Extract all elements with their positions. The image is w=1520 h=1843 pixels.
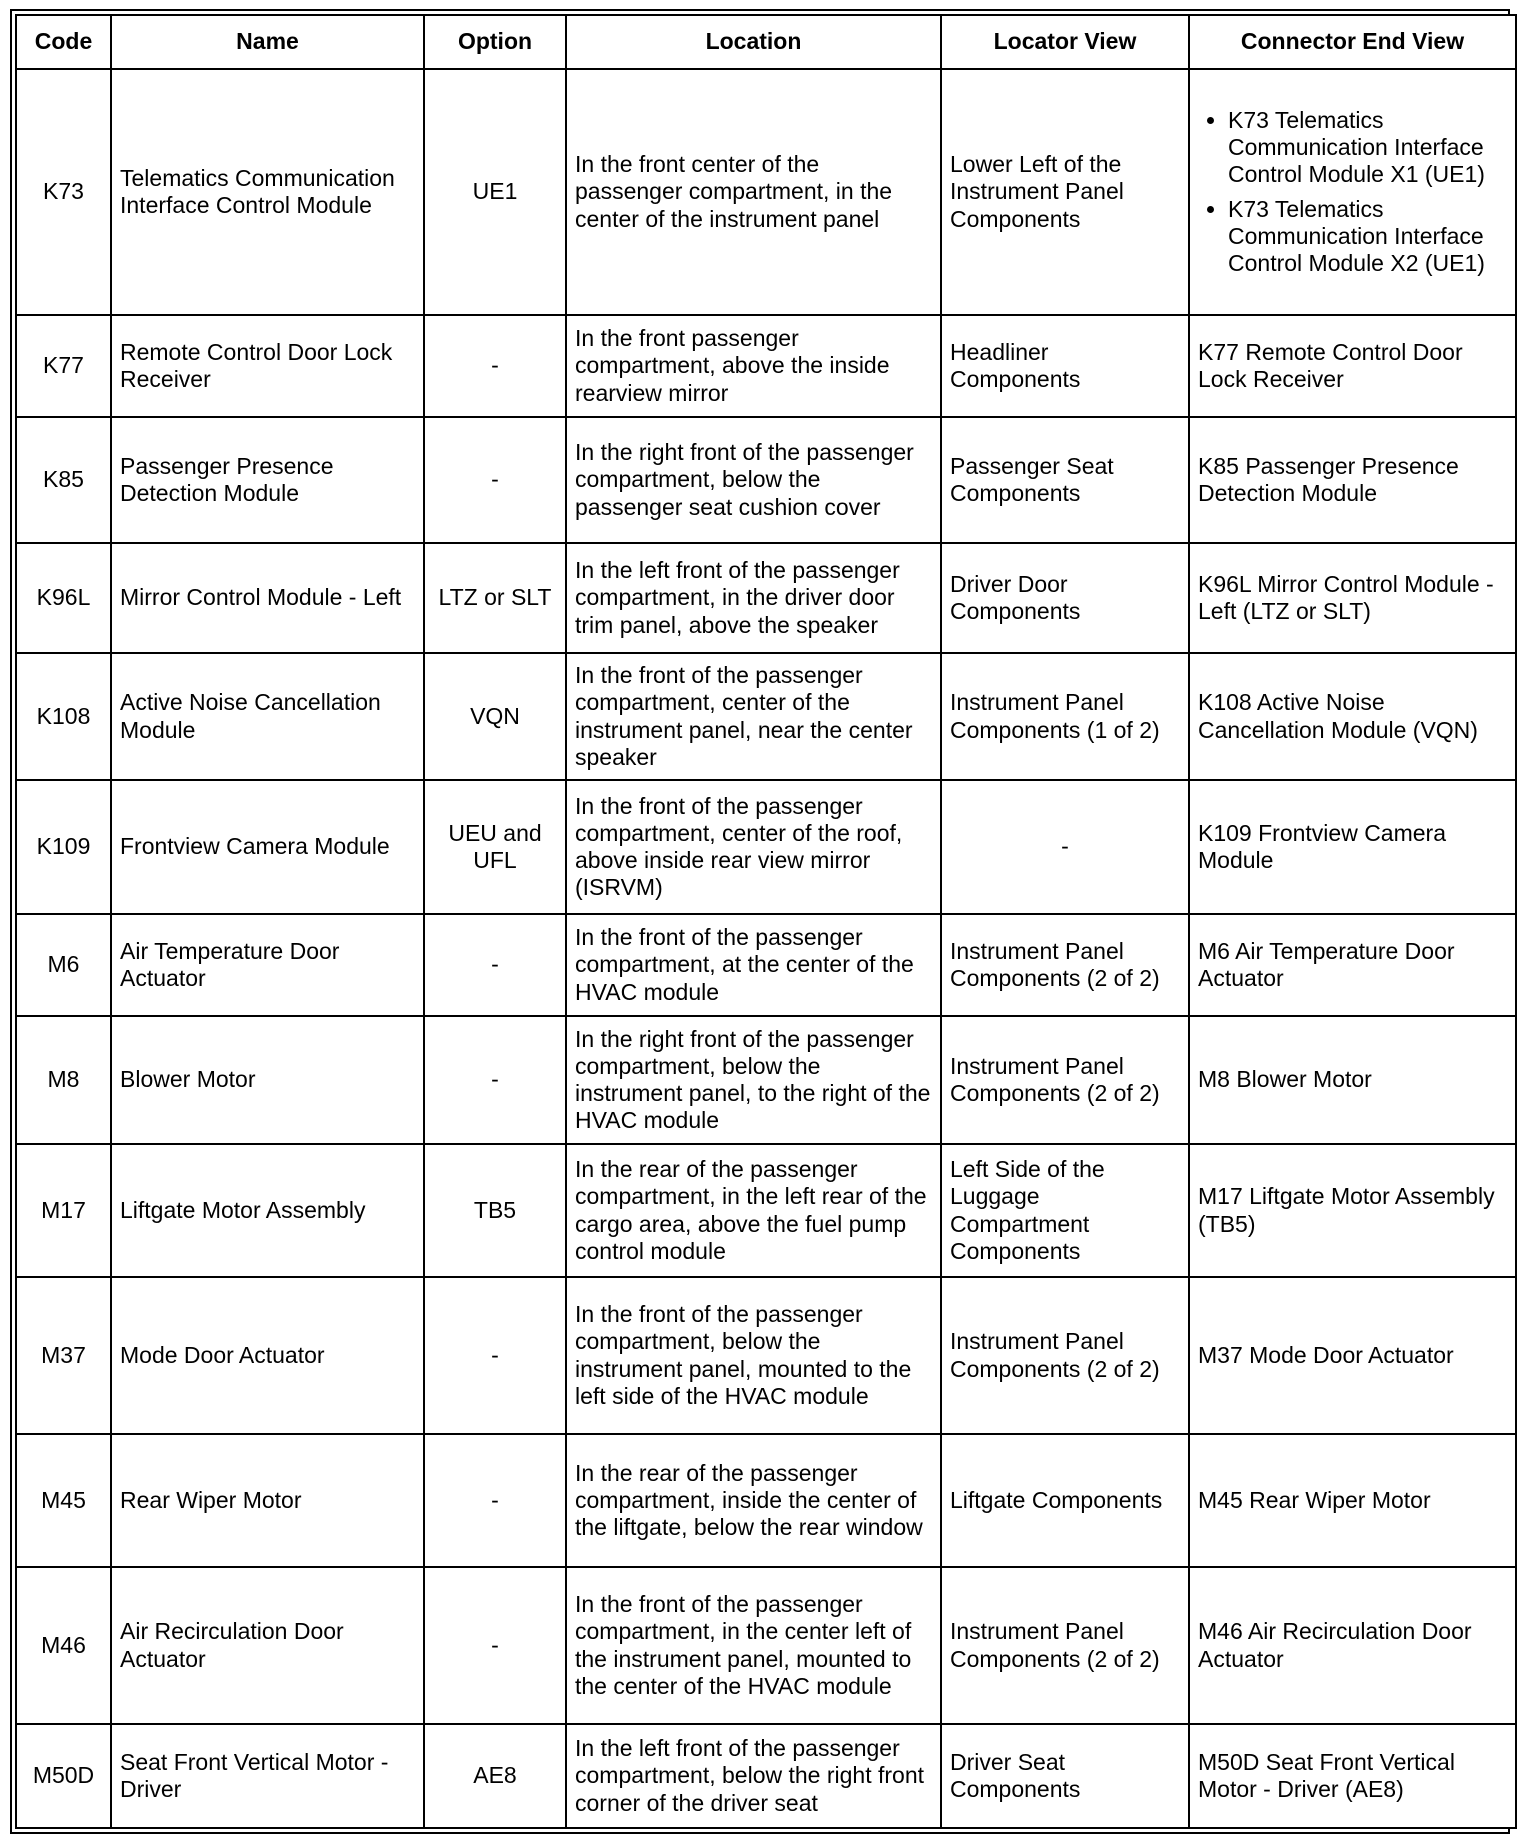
table-row [16, 1144, 1516, 1277]
connector-end-view-cell: M17 Liftgate Motor Assembly (TB5) [1189, 1144, 1516, 1277]
locator-view-cell: Instrument Panel Components (2 of 2) [941, 1567, 1189, 1724]
connector-end-view-cell: M8 Blower Motor [1189, 1016, 1516, 1144]
code-cell: K85 [16, 417, 111, 543]
code-cell: M37 [16, 1277, 111, 1434]
table-row [16, 780, 1516, 914]
locator-view-cell: Left Side of the Luggage Compartment Components [941, 1144, 1189, 1277]
option-cell: - [424, 1434, 566, 1567]
locator-view-cell: Liftgate Components [941, 1434, 1189, 1567]
locator-view-cell: Driver Seat Components [941, 1724, 1189, 1828]
code-cell: M50D [16, 1724, 111, 1828]
column-header: Location [566, 15, 941, 69]
connector-list-item: • K73 Telematics Communication Interface Control Module X1 (UE1) [1228, 107, 1507, 188]
column-header: Code [16, 15, 111, 69]
connector-end-view-cell: K109 Frontview Camera Module [1189, 780, 1516, 914]
name-cell: Mirror Control Module - Left [111, 543, 424, 653]
code-cell: K108 [16, 653, 111, 780]
location-cell: In the right front of the passenger compartment, below the instrument panel, to the right of the HVAC module [566, 1016, 941, 1144]
option-cell: - [424, 1277, 566, 1434]
connector-end-view-cell [1189, 69, 1516, 315]
connector-end-view-cell: K85 Passenger Presence Detection Module [1189, 417, 1516, 543]
table-row [16, 315, 1516, 417]
table-frame [10, 9, 1510, 1834]
code-cell: K77 [16, 315, 111, 417]
location-cell: In the front center of the passenger compartment, in the center of the instrument panel [566, 69, 941, 315]
locator-view-cell: Instrument Panel Components (2 of 2) [941, 1277, 1189, 1434]
column-header: Name [111, 15, 424, 69]
connector-end-view-cell: M46 Air Recirculation Door Actuator [1189, 1567, 1516, 1724]
column-header: Option [424, 15, 566, 69]
option-cell: - [424, 417, 566, 543]
option-cell: TB5 [424, 1144, 566, 1277]
table-row [16, 1277, 1516, 1434]
location-cell: In the front of the passenger compartment, in the center left of the instrument panel, mounted to the center of the HVAC module [566, 1567, 941, 1724]
option-cell: - [424, 315, 566, 417]
code-cell: M46 [16, 1567, 111, 1724]
option-cell: UEU and UFL [424, 780, 566, 914]
location-cell: In the front of the passenger compartment, at the center of the HVAC module [566, 914, 941, 1016]
locator-view-cell: Passenger Seat Components [941, 417, 1189, 543]
table-row [16, 914, 1516, 1016]
name-cell: Mode Door Actuator [111, 1277, 424, 1434]
locator-view-cell: - [941, 780, 1189, 914]
name-cell: Active Noise Cancellation Module [111, 653, 424, 780]
connector-end-view-cell: M37 Mode Door Actuator [1189, 1277, 1516, 1434]
location-cell: In the rear of the passenger compartment, inside the center of the liftgate, below the rear window [566, 1434, 941, 1567]
name-cell: Remote Control Door Lock Receiver [111, 315, 424, 417]
header-row [16, 15, 1516, 69]
locator-view-cell: Instrument Panel Components (2 of 2) [941, 914, 1189, 1016]
name-cell: Passenger Presence Detection Module [111, 417, 424, 543]
name-cell: Telematics Communication Interface Control Module [111, 69, 424, 315]
locator-view-cell: Driver Door Components [941, 543, 1189, 653]
location-cell: In the front of the passenger compartment, below the instrument panel, mounted to the left side of the HVAC module [566, 1277, 941, 1434]
locator-view-cell: Instrument Panel Components (2 of 2) [941, 1016, 1189, 1144]
table-body [16, 69, 1516, 1828]
location-cell: In the front passenger compartment, above the inside rearview mirror [566, 315, 941, 417]
table-row [16, 1434, 1516, 1567]
code-cell: M6 [16, 914, 111, 1016]
location-cell: In the rear of the passenger compartment, in the left rear of the cargo area, above the fuel pump control module [566, 1144, 941, 1277]
component-locator-table [15, 14, 1517, 1829]
locator-view-cell: Instrument Panel Components (1 of 2) [941, 653, 1189, 780]
connector-end-view-cell: K96L Mirror Control Module - Left (LTZ or SLT) [1189, 543, 1516, 653]
code-cell: M8 [16, 1016, 111, 1144]
column-header: Locator View [941, 15, 1189, 69]
table-header [16, 15, 1516, 69]
location-cell: In the front of the passenger compartment, center of the roof, above inside rear view mirror (ISRVM) [566, 780, 941, 914]
code-cell: K73 [16, 69, 111, 315]
connector-end-view-cell: M45 Rear Wiper Motor [1189, 1434, 1516, 1567]
connector-list [1198, 107, 1507, 278]
table-row [16, 69, 1516, 315]
option-cell: VQN [424, 653, 566, 780]
location-cell: In the right front of the passenger compartment, below the passenger seat cushion cover [566, 417, 941, 543]
locator-view-cell: Lower Left of the Instrument Panel Components [941, 69, 1189, 315]
table-row [16, 1567, 1516, 1724]
name-cell: Air Temperature Door Actuator [111, 914, 424, 1016]
connector-list-item: • K73 Telematics Communication Interface Control Module X2 (UE1) [1228, 196, 1507, 277]
name-cell: Seat Front Vertical Motor - Driver [111, 1724, 424, 1828]
name-cell: Rear Wiper Motor [111, 1434, 424, 1567]
table-row [16, 1724, 1516, 1828]
connector-end-view-cell: M6 Air Temperature Door Actuator [1189, 914, 1516, 1016]
connector-end-view-cell: M50D Seat Front Vertical Motor - Driver (AE8) [1189, 1724, 1516, 1828]
location-cell: In the left front of the passenger compartment, below the right front corner of the driver seat [566, 1724, 941, 1828]
name-cell: Frontview Camera Module [111, 780, 424, 914]
code-cell: K96L [16, 543, 111, 653]
connector-end-view-cell: K108 Active Noise Cancellation Module (VQN) [1189, 653, 1516, 780]
option-cell: - [424, 914, 566, 1016]
table-row [16, 417, 1516, 543]
option-cell: LTZ or SLT [424, 543, 566, 653]
option-cell: AE8 [424, 1724, 566, 1828]
name-cell: Air Recirculation Door Actuator [111, 1567, 424, 1724]
location-cell: In the left front of the passenger compartment, in the driver door trim panel, above the speaker [566, 543, 941, 653]
code-cell: M45 [16, 1434, 111, 1567]
code-cell: M17 [16, 1144, 111, 1277]
connector-end-view-cell: K77 Remote Control Door Lock Receiver [1189, 315, 1516, 417]
option-cell: - [424, 1567, 566, 1724]
option-cell: UE1 [424, 69, 566, 315]
name-cell: Liftgate Motor Assembly [111, 1144, 424, 1277]
option-cell: - [424, 1016, 566, 1144]
locator-view-cell: Headliner Components [941, 315, 1189, 417]
name-cell: Blower Motor [111, 1016, 424, 1144]
code-cell: K109 [16, 780, 111, 914]
table-row [16, 653, 1516, 780]
location-cell: In the front of the passenger compartment, center of the instrument panel, near the center speaker [566, 653, 941, 780]
table-row [16, 543, 1516, 653]
column-header: Connector End View [1189, 15, 1516, 69]
table-row [16, 1016, 1516, 1144]
